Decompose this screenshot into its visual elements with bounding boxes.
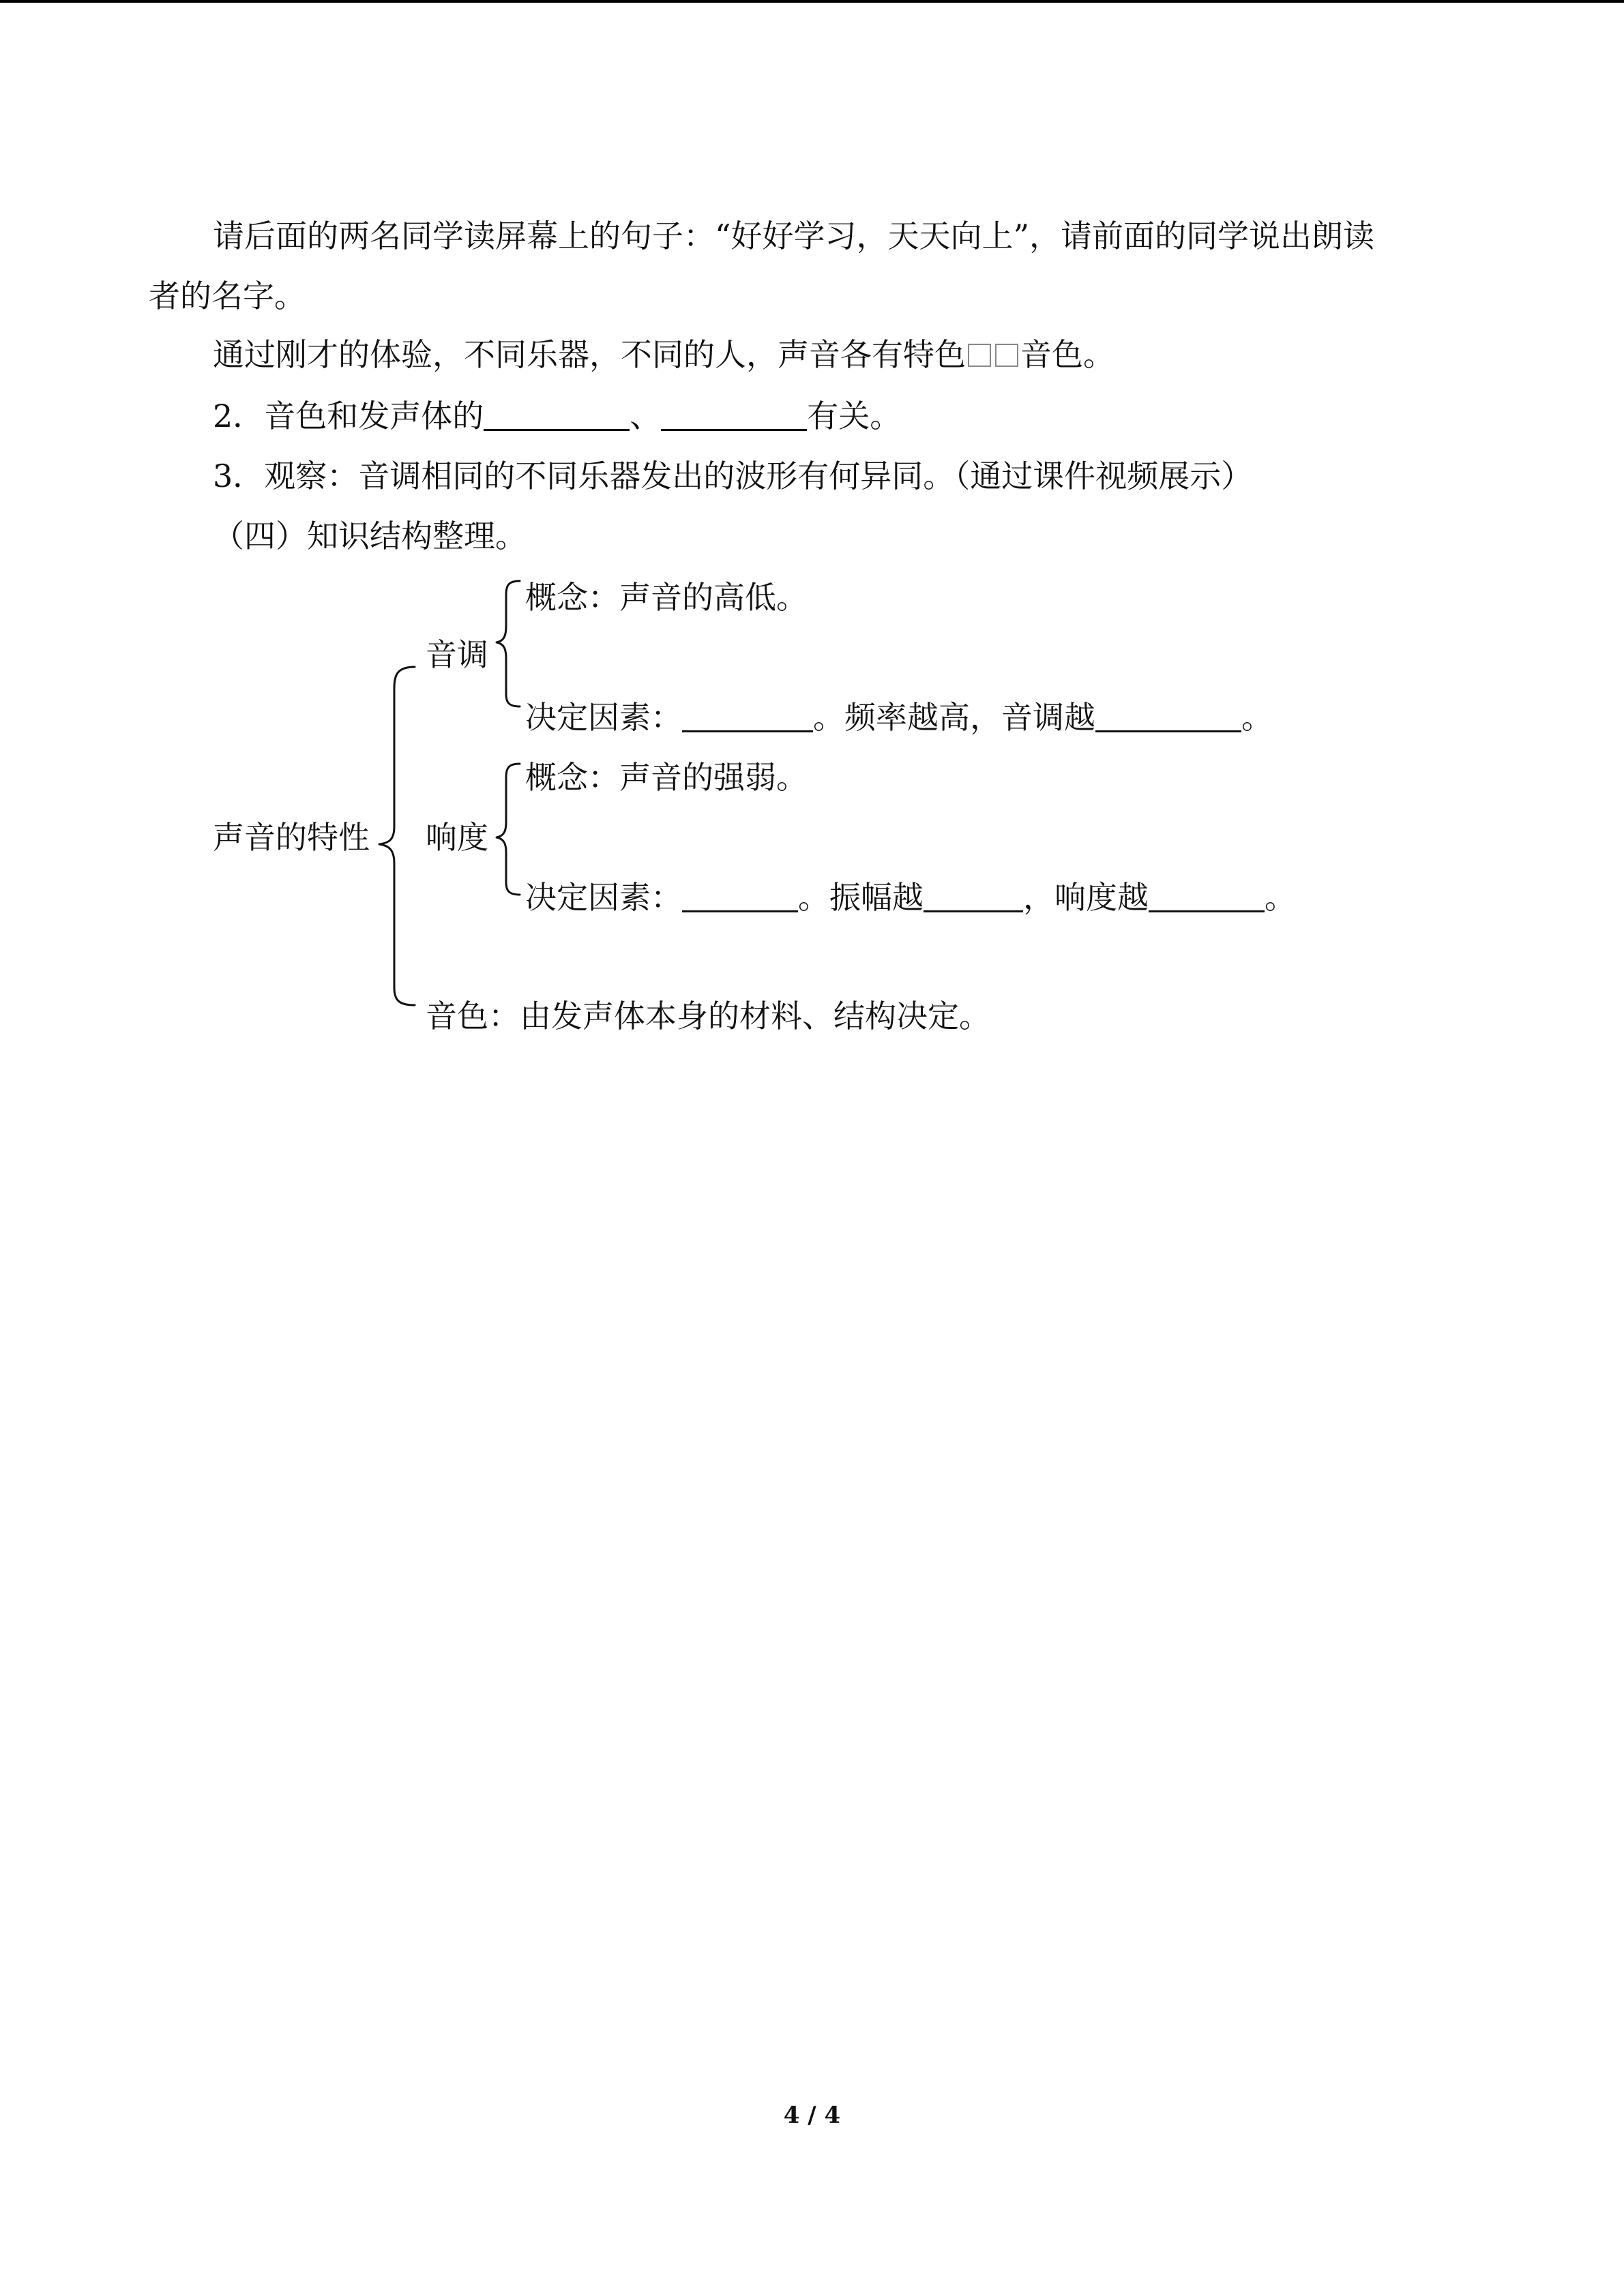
page-number: 4 / 4	[783, 2102, 841, 2129]
answer-blank	[1149, 879, 1265, 912]
question-2-suffix: 有关。	[807, 398, 902, 434]
timbre-line: 音色：由发声体本身的材料、结构决定。	[426, 998, 990, 1034]
paragraph-1-line-2: 者的名字。	[149, 278, 306, 314]
pitch-factor-end: 。	[1241, 699, 1273, 736]
pitch-factor-mid: 。频率越高，音调越	[813, 699, 1095, 736]
pitch-concept: 概念：声音的高低。	[525, 579, 808, 616]
answer-blank	[682, 699, 813, 732]
loudness-factor-prefix: 决定因素：	[525, 879, 682, 916]
empty-box-icon	[968, 344, 991, 367]
loudness-factor-mid2: ，响度越	[1023, 879, 1149, 916]
pitch-brace	[497, 581, 520, 706]
answer-blank	[484, 398, 630, 431]
pitch-factor-prefix: 决定因素：	[525, 699, 682, 736]
empty-box-icon	[995, 344, 1018, 367]
section-4-heading: （四）知识结构整理。	[213, 518, 527, 554]
paragraph-1-line-1: 请后面的两名同学读屏幕上的句子：“好好学习，天天向上”，请前面的同学说出朗读	[213, 218, 1375, 254]
pitch-factor	[525, 697, 1273, 738]
answer-blank	[924, 879, 1023, 912]
answer-blank	[661, 398, 807, 431]
loudness-label: 响度	[426, 819, 488, 856]
question-2	[213, 396, 901, 436]
paragraph-2-text: 通过刚才的体验，不同乐器，不同的人，声音各有特色	[213, 336, 966, 373]
question-3: 3．观察：音调相同的不同乐器发出的波形有何异同。（通过课件视频展示）	[213, 458, 1253, 494]
question-2-prefix: 2．音色和发声体的	[213, 398, 484, 434]
loudness-factor-end: 。	[1265, 879, 1296, 916]
main-brace	[379, 667, 415, 1005]
paragraph-2	[213, 334, 1114, 375]
loudness-brace	[497, 764, 520, 895]
loudness-concept: 概念：声音的强弱。	[525, 759, 808, 796]
loudness-factor-mid: 。振幅越	[798, 879, 924, 916]
answer-blank	[1095, 699, 1241, 732]
paragraph-2-tail: 音色。	[1020, 336, 1114, 373]
question-2-separator: 、	[630, 398, 662, 434]
pitch-label: 音调	[426, 636, 488, 673]
answer-blank	[682, 879, 798, 912]
top-border	[0, 0, 1624, 3]
structure-root: 声音的特性	[213, 819, 370, 856]
loudness-factor	[525, 877, 1296, 918]
